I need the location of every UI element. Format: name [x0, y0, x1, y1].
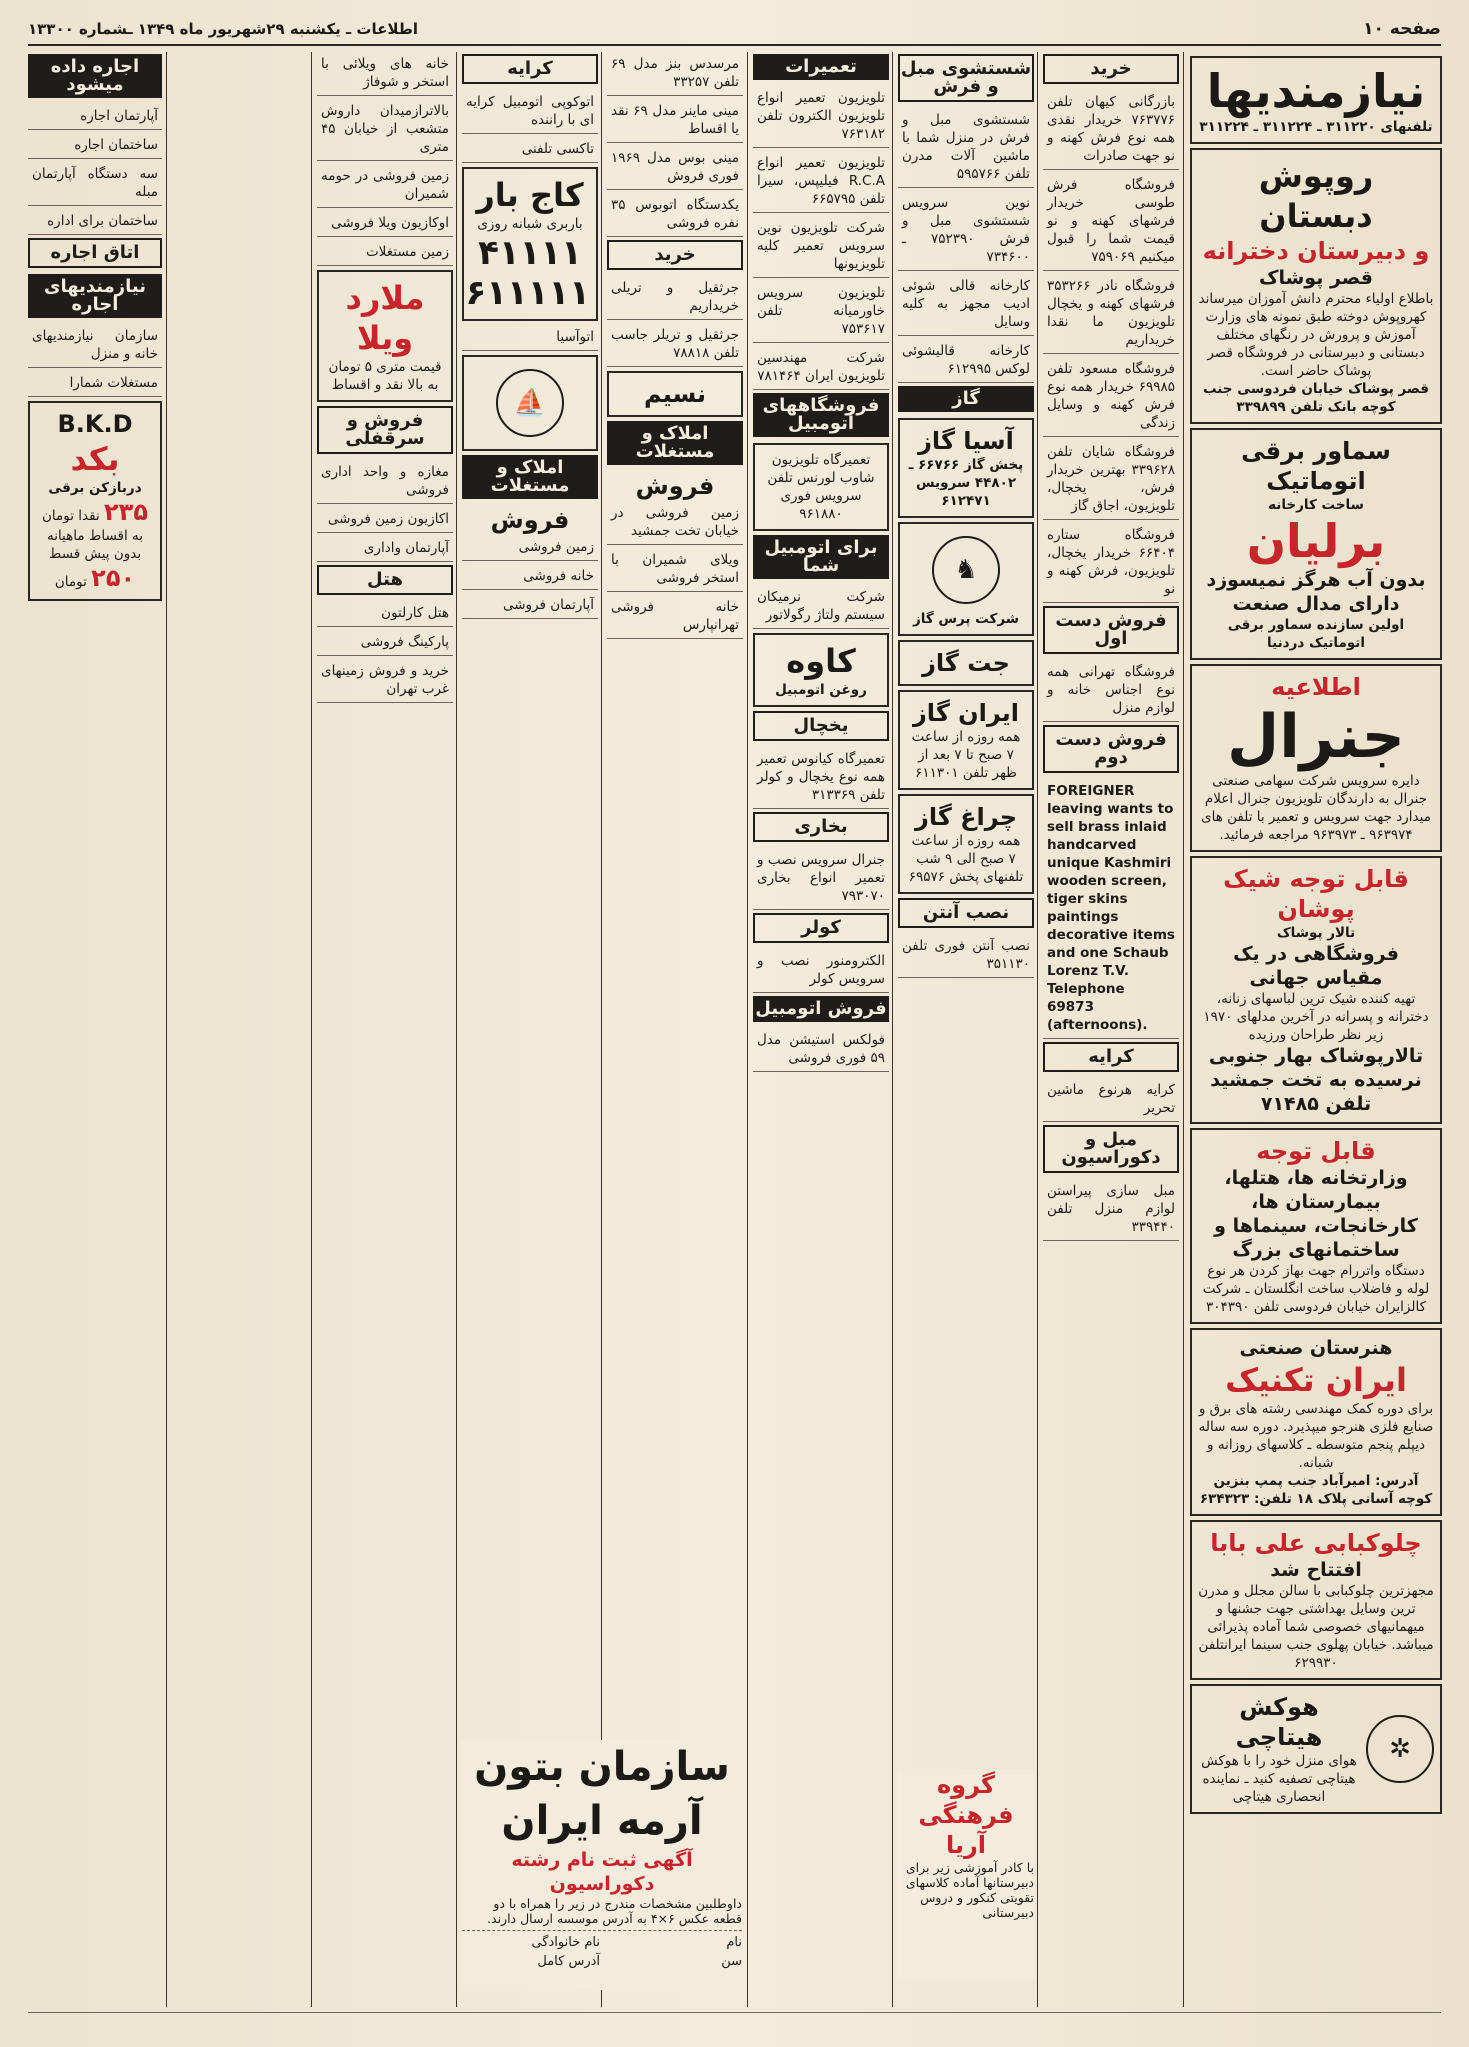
classified-ad: کرایه هرنوع ماشین تحریر: [1043, 1078, 1179, 1122]
ad-clothing: [1190, 856, 1442, 1124]
ad-title: اطلاعیه: [1271, 673, 1361, 701]
classified-ad: شرکت مهندسین تلویزیون ایران ۷۸۱۴۶۴: [753, 346, 889, 390]
page-header: [28, 14, 1441, 46]
ad-body: باطلاع اولیاء محترم دانش آموزان میرساند کهروپوش دوخته طبق نمونه های وزارت آموزش و پرورش در رنگهای مختلف دبستانی و دبیرستانی در فروشگاه قصر پوشاک حاضر است.: [1198, 291, 1434, 379]
classified-ad: اوکازیون ویلا فروشی: [317, 211, 453, 237]
ad-aria-group: [898, 1770, 1034, 1980]
page-footer-rule: [28, 2012, 1441, 2035]
ad-title: روپوش دبستان: [1258, 157, 1374, 235]
classified-ad: مغازه و واحد اداری فروشی: [317, 460, 453, 504]
column-repairs: [753, 52, 889, 2007]
ad-body: به اقساط ماهیانه بدون پیش قسط: [46, 528, 144, 562]
column-rule: [456, 52, 457, 2007]
section-heading: نصب آنتن: [898, 898, 1034, 928]
ad-schaub-lorenz: تعمیرگاه تلویزیون شاوب لورنس تلفن سرویس فوری ۹۶۱۸۸۰: [753, 443, 889, 531]
ad-title: گروه فرهنگی آریا: [918, 1771, 1014, 1859]
phone-number: ۶۱۱۱۱۱: [465, 273, 590, 313]
issue-date: اطلاعات ـ یکشنبه ۲۹شهریور ماه ۱۳۴۹ ـشماره ۱۳۳۰۰: [28, 20, 418, 38]
classified-ad: فولکس استیشن مدل ۵۹ فوری فروشی: [753, 1028, 889, 1072]
section-heading: فروش: [490, 506, 570, 534]
section-heading: اجاره داده میشود: [28, 54, 162, 98]
ad-title: سماور برقی اتوماتیک: [1241, 437, 1391, 495]
classified-ad: فروشگاه نادر ۳۵۳۲۶۶ فرشهای کهنه و یخچال تلویزیون ما نقدا خریداریم: [1043, 274, 1179, 354]
ad-general-service: [1190, 664, 1442, 852]
section-heading: مبل و دکوراسیون: [1043, 1125, 1179, 1173]
classified-ad: جنرال سرویس نصب و تعمیر انواع بخاری ۷۹۳۰۷۰: [753, 848, 889, 910]
classified-ad: خرید و فروش زمینهای غرب تهران: [317, 659, 453, 703]
ad-title: چلوکبابی علی بابا: [1210, 1529, 1422, 1557]
section-heading: فروش دست اول: [1043, 606, 1179, 654]
classified-ad: مبل سازی پیراستن لوازم منزل تلفن ۳۳۹۴۴۰: [1043, 1179, 1179, 1241]
column-rule: [892, 52, 893, 2007]
classified-ad: جرثقیل و تریلر جاسب تلفن ۷۸۸۱۸: [607, 323, 743, 367]
section-heading: فروشگاههای اتومبیل: [753, 393, 889, 437]
classified-ad: زمین فروشی در خیابان تخت جمشید: [607, 501, 743, 545]
classified-ad: شرکت تلویزیون نوین سرویس تعمیر کلیه تلویزیونها: [753, 216, 889, 278]
ad-body: هوای منزل خود را با هوکش هیتاچی تصفیه کنید ـ نماینده انحصاری هیتاچی: [1201, 1753, 1357, 1805]
classified-ad: فروشگاه فرش طوسی خریدار فرشهای کهنه و نو قیمت شما را قبول میکنیم ۷۵۹۰۶۹: [1043, 173, 1179, 271]
ad-title: قابل توجه شیک پوشان: [1223, 865, 1409, 923]
column-rule: [601, 52, 602, 2007]
ad-footer: تالارپوشاک بهار جنوبی نرسیده به تخت جمشید تلفن ۷۱۴۸۵: [1208, 1045, 1424, 1115]
ad-body: همه روزه از ساعت ۷ صبح تا ۷ بعد از ظهر تلفن ۶۱۱۳۰۱: [911, 729, 1021, 781]
ad-title: نسیم: [643, 380, 707, 408]
classified-ad: تلویزیون تعمیر انواع تلویزیون الکترون تلفن ۷۶۳۱۸۲: [753, 86, 889, 148]
fan-icon: ✲: [1366, 1715, 1434, 1783]
classified-ad: نوین سرویس شستشوی مبل و فرش ۷۵۲۳۹۰ ـ ۷۳۴۶۰۰: [898, 191, 1034, 271]
column-cars: [607, 52, 743, 2007]
ad-body: پخش گاز ۶۶۷۶۶ ـ ۴۴۸۰۲ سرویس ۶۱۲۴۷۱: [908, 457, 1024, 509]
ad-title: فروشگاهی در یک مقیاس جهانی: [1233, 943, 1399, 989]
ad-kabab-restaurant: [1190, 1520, 1442, 1680]
ad-body: همه روزه از ساعت ۷ صبح الی ۹ شب تلفنهای پخش ۶۹۵۷۶: [908, 833, 1024, 885]
column-rule: [747, 52, 748, 2007]
classified-ad: کارخانه قالی شوئی ادیب مجهز به کلیه وسایل: [898, 274, 1034, 336]
classified-ad: تلویزیون سرویس خاورمیانه تلفن ۷۵۳۶۱۷: [753, 281, 889, 343]
page-number: صفحه ۱۰: [1363, 19, 1441, 39]
classified-ad: ویلای شمیران با استخر فروشی: [607, 548, 743, 592]
ad-subtitle: قصر پوشاک: [1259, 267, 1373, 289]
ad-body: بدون آب هرگز نمیسوزد دارای مدال صنعت: [1206, 569, 1426, 615]
masthead-title: نیازمندیها: [1206, 64, 1426, 118]
section-heading: شستشوی مبل و فرش: [898, 54, 1034, 102]
form-label-address: آدرس کامل: [537, 1954, 600, 1969]
section-heading: فروش دست دوم: [1043, 725, 1179, 773]
ad-subtitle: دربازکن برقی: [48, 480, 142, 496]
column-rentals-offered: [28, 52, 162, 2007]
classified-ad: تلویزیون تعمیر انواع R.C.A فیلیپس، سیرا تلفن ۶۶۵۷۹۵: [753, 151, 889, 213]
ad-body: با کادر آموزشی زیر برای دبیرستانها آماده کلاسهای تقویتی کنکور و دروس دبیرستانی: [905, 1860, 1034, 1920]
ad-title: شرکت پرس گاز: [912, 611, 1019, 627]
section-heading: نیازمندیهای اجاره: [28, 274, 162, 318]
ad-title: آسیا گاز: [918, 427, 1014, 455]
ad-ship-emblem: [462, 355, 598, 451]
mascot-icon: ♞: [932, 536, 1000, 604]
classifieds-masthead: [1190, 56, 1442, 144]
ad-press-gas: [898, 522, 1034, 636]
classified-ad: تاکسی تلفنی: [462, 137, 598, 163]
classified-ad: الکترومنور نصب و سرویس کولر: [753, 949, 889, 993]
classified-ad: تعمیرگاه کیانوس تعمیر همه نوع یخچال و کولر تلفن ۳۱۳۳۶۹: [753, 747, 889, 809]
column-rule: [1037, 52, 1038, 2007]
section-heading: کرایه: [462, 54, 598, 84]
brand-name: بکد: [70, 440, 120, 478]
ship-icon: ⛵: [496, 369, 564, 437]
classified-ad: مرسدس بنز مدل ۶۹ تلفن ۳۳۲۵۷: [607, 52, 743, 96]
ad-mallard-villa: [317, 270, 453, 402]
ad-address: قصر پوشاک خیابان فردوسی جنب کوچه بانک تلفن ۳۳۹۸۹۹: [1202, 381, 1430, 415]
ad-body: قیمت متری ۵ تومان به بالا نقد و اقساط: [328, 359, 442, 393]
ad-kaj-bar: [462, 167, 598, 321]
classified-ad: مستغلات شمارا: [28, 371, 162, 397]
price-label: نقدا تومان: [42, 508, 100, 524]
classified-ad: بازرگانی کیهان تلفن ۷۶۳۷۷۶ خریدار نقدی همه نوع فرش کهنه و نو جهت صادرات: [1043, 90, 1179, 170]
ad-title: ایران گاز: [912, 699, 1020, 727]
ad-subtitle: ساخت کارخانه: [1268, 497, 1364, 513]
classified-ad: سازمان نیازمندیهای خانه و منزل: [28, 324, 162, 368]
ad-bkd-door-opener: [28, 401, 162, 601]
ad-technical-school: [1190, 1328, 1442, 1516]
classified-ad: جرثقیل و تریلی خریداریم: [607, 276, 743, 320]
classified-ad: فروشگاه شایان تلفن ۳۳۹۶۲۸ بهترین خریدار فرش، یخچال، تلویزیون، اجاق گاز: [1043, 440, 1179, 520]
classified-ad: مینی بوس مدل ۱۹۶۹ فوری فروش: [607, 146, 743, 190]
classified-ad: خانه فروشی: [462, 564, 598, 590]
brand-name: برلیان: [1246, 514, 1386, 568]
ad-title: سازمان بتون آرمه ایران: [474, 1744, 730, 1844]
classified-ad: ساختمان برای اداره: [28, 209, 162, 235]
ad-body: تهیه کننده شیک ترین لباسهای زنانه، دخترانه و پسرانه در آخرین مدلهای ۱۹۷۰ زیر نظر طراحان ورزیده: [1203, 991, 1429, 1043]
classified-ad: فروشگاه ستاره ۶۶۴۰۴ خریدار یخچال، تلویزیون، فرش کهنه و نو: [1043, 523, 1179, 603]
ad-title: و دبیرستان دخترانه: [1202, 237, 1430, 265]
ad-body: دستگاه واتررام جهت بهاز کردن هر نوع لوله و فاضلاب ساخت انگلستان ـ شرکت کالزایران خیابان فردوسی تلفن ۳۰۴۳۹۰: [1202, 1263, 1430, 1315]
classified-ad: آپارتمان اجاره: [28, 104, 162, 130]
column-rentals: [462, 52, 598, 2007]
section-heading: فروش و سرقفلی: [317, 406, 453, 454]
section-heading: هتل: [317, 565, 453, 595]
classified-ad: فروشگاه تهرانی همه نوع اجناس خانه و لوازم منزل: [1043, 660, 1179, 722]
ad-subtitle: باربری شبانه روزی: [477, 216, 583, 232]
classified-ad: خانه های ویلائی با استخر و شوفاژ: [317, 52, 453, 96]
column-cleaning-gas: [898, 52, 1034, 2007]
column-display-ads: [1190, 52, 1442, 2007]
ad-subtitle: روغن اتومبیل: [775, 682, 867, 698]
classified-ad: شرکت نرمیکان سیستم ولتاژ رگولاتور: [753, 585, 889, 629]
ad-cheragh-gas: [898, 794, 1034, 894]
ad-subtitle: آگهی ثبت نام رشته دکوراسیون: [511, 1849, 693, 1895]
section-heading: تعمیرات: [753, 54, 889, 80]
section-heading: فروش اتومبیل: [753, 996, 889, 1022]
ad-title: ایران تکنیک: [1225, 1361, 1407, 1399]
classified-ad: ساختمان اجاره: [28, 133, 162, 159]
section-heading: خرید: [607, 240, 743, 270]
ad-title: کاوه: [786, 642, 856, 680]
ad-address: آدرس: امیرآباد جنب پمپ بنزین کوچه آسانی پلاک ۱۸ تلفن: ۶۳۴۳۲۳: [1199, 1473, 1433, 1507]
section-heading: کولر: [753, 913, 889, 943]
form-label-family: نام خانوادگی: [531, 1935, 600, 1950]
ad-iran-gas: [898, 690, 1034, 790]
ad-body: برای دوره کمک مهندسی رشته های برق و صنایع فلزی هنرجو میپذیرد. دوره سه ساله دیپلم پنجم متوسطه ـ کلاسهای روزانه و شبانه.: [1198, 1401, 1434, 1471]
brand-name: جنرال: [1227, 702, 1405, 772]
classified-ad: یکدستگاه اتوبوس ۳۵ نفره فروشی: [607, 193, 743, 237]
classified-ad: اتوکوپی اتومبیل کرایه ای با راننده: [462, 90, 598, 134]
column-rule: [311, 52, 312, 2007]
section-heading: خرید: [1043, 54, 1179, 84]
english-classified-ad: FOREIGNER leaving wants to sell brass inlaid handcarved unique Kashmiri wooden screen, tiger skins paintings decorative items and one Schaub Lorenz T.V. Telephone 69873 (afternoons).: [1043, 779, 1179, 1039]
classified-ad: اتوآسیا: [462, 325, 598, 351]
column-rule: [1183, 52, 1184, 2007]
ad-kaveh-oil: [753, 633, 889, 707]
ad-hitachi-fan: [1190, 1684, 1442, 1814]
classified-ad: زمین مستغلات: [317, 240, 453, 266]
section-heading: اتاق اجاره: [28, 238, 162, 268]
ad-jet-gas: [898, 640, 1034, 686]
form-label-name: نام: [726, 1935, 742, 1950]
classified-ad: خانه فروشی تهرانپارس: [607, 595, 743, 639]
ad-title: هنرستان صنعتی: [1239, 1337, 1393, 1359]
section-heading: املاک و مستغلات: [462, 455, 598, 499]
section-heading: یخچال: [753, 711, 889, 741]
classified-ad: مینی ماینر مدل ۶۹ نقد یا اقساط: [607, 99, 743, 143]
column-rule: [166, 52, 167, 2007]
price-label: تومان: [54, 574, 87, 590]
ad-attention-institutions: [1190, 1128, 1442, 1324]
ad-body: داوطلبین مشخصات مندرج در زیر را همراه با دو قطعه عکس ۶×۴ به آدرس موسسه ارسال دارند.: [487, 1896, 742, 1926]
classified-ad: آپارتمان واداری: [317, 536, 453, 562]
classified-ad: هتل کارلتون: [317, 601, 453, 627]
ad-title: ملارد ویلا: [345, 279, 425, 357]
classified-ad: زمین فروشی: [462, 535, 598, 561]
section-heading: فروش: [635, 472, 715, 500]
ad-school-uniform: [1190, 148, 1442, 424]
section-heading: گاز: [898, 386, 1034, 412]
ad-samovar: [1190, 428, 1442, 660]
ad-asia-gas: [898, 418, 1034, 518]
classified-ad: بالاترازمیدان داروش متشعب از خیابان ۴۵ متری: [317, 99, 453, 161]
section-heading: برای اتومبیل شما: [753, 535, 889, 579]
ad-title: کاج بار: [476, 176, 584, 214]
ad-nasim: [607, 371, 743, 417]
ad-sazman-beton: [462, 1740, 742, 1990]
section-heading: املاک و مستغلات: [607, 421, 743, 465]
ad-body: مجهزترین چلوکبابی با سالن مجلل و مدرن ترین وسایل بهداشتی جهت جشنها و میهمانیهای خصوصی شما آماده پذیرائی میباشد. خیابان پهلوی جنب سینما ایرانتلفن ۶۲۹۹۳۰: [1198, 1583, 1434, 1671]
classified-ad: فروشگاه مسعود تلفن ۶۹۹۸۵ خریدار همه نوع فرش کهنه و وسایل زندگی: [1043, 357, 1179, 437]
ad-subtitle: افتتاح شد: [1270, 1559, 1362, 1581]
masthead-phones: تلفنهای ۳۱۱۲۲۰ ـ ۳۱۱۲۲۴ ـ ۳۱۱۲۲۴: [1199, 119, 1433, 135]
classified-ad: نصب آنتن فوری تلفن ۳۵۱۱۳۰: [898, 934, 1034, 978]
ad-title: چراغ گاز: [915, 803, 1017, 831]
column-buy-sell: [1043, 52, 1179, 2007]
section-heading: کرایه: [1043, 1042, 1179, 1072]
ad-footer: اولین سازنده سماور برقی اتوماتیک دردنیا: [1227, 617, 1405, 651]
classified-ad: کارخانه قالیشوئی لوکس ۶۱۲۹۹۵: [898, 339, 1034, 383]
ad-body: دایره سرویس شرکت سهامی صنعتی جنرال به دارندگان تلویزیون جنرال اعلام میدارد جهت سرویس و تعمیر با تلفن های ۹۶۳۹۷۴ ـ ۹۶۳۹۷۳ مراجعه فرمائید.: [1201, 773, 1431, 843]
ad-title: هوکش هیتاچی: [1235, 1693, 1323, 1751]
classified-ad: زمین فروشی در حومه شمیران: [317, 164, 453, 208]
brand-latin: B.K.D: [57, 410, 133, 438]
ad-subtitle: تالار پوشاک: [1276, 925, 1356, 941]
phone-number: ۴۱۱۱۱: [478, 233, 582, 273]
price: ۲۳۵: [104, 498, 148, 526]
column-property: [317, 52, 453, 2007]
ad-title: قابل توجه: [1256, 1137, 1376, 1165]
ad-subtitle: وزارتخانه ها، هتلها، بیمارستان ها، کارخانجات، سینماها و ساختمانهای بزرگ: [1214, 1167, 1418, 1261]
classified-ad: پارکینگ فروشی: [317, 630, 453, 656]
classified-ad: اکازیون زمین فروشی: [317, 507, 453, 533]
section-heading: بخاری: [753, 812, 889, 842]
classified-ad: شستشوی مبل و فرش در منزل شما با ماشین آلات مدرن تلفن ۵۹۵۷۶۶: [898, 108, 1034, 188]
classified-ad: آپارتمان فروشی: [462, 593, 598, 619]
form-label-age: سن: [721, 1954, 742, 1969]
classified-ad: سه دستگاه آپارتمان مبله: [28, 162, 162, 206]
ad-title: جت گاز: [922, 649, 1010, 677]
price: ۲۵۰: [91, 564, 136, 592]
